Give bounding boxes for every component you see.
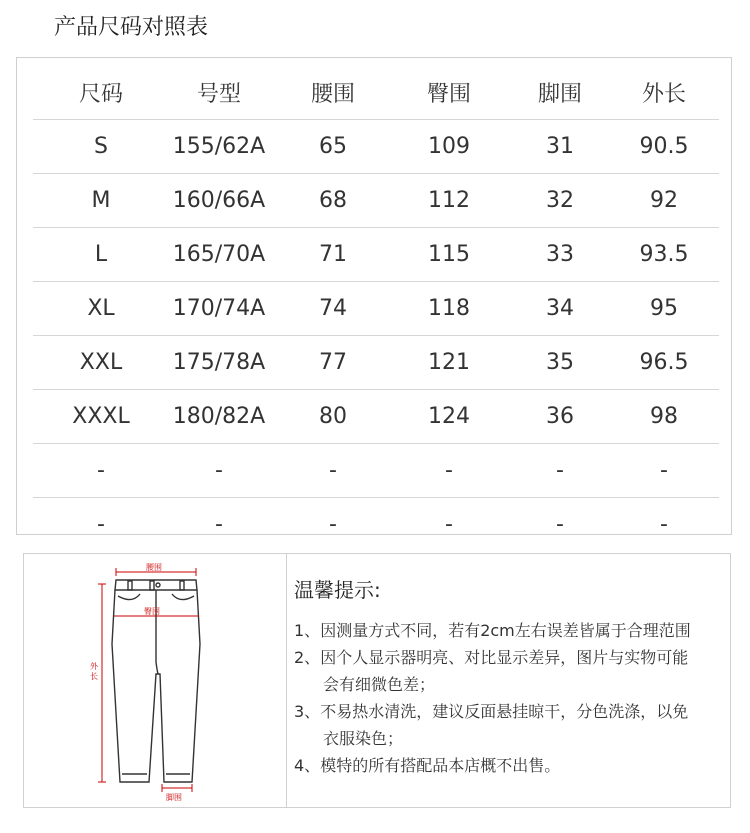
tip-text: 因测量方式不同，若有2cm左右误差皆属于合理范围 — [320, 621, 691, 640]
foot-diagram-label: 脚围 — [166, 793, 182, 802]
cell-hip: - — [445, 458, 453, 483]
cell-waist: 74 — [319, 296, 347, 321]
info-panel — [23, 553, 731, 808]
cell-waist: 77 — [319, 350, 347, 375]
tip-number: 3、 — [294, 702, 321, 721]
cell-model: 180/82A — [172, 404, 266, 429]
cell-length: 98 — [650, 404, 678, 429]
cell-hip: 115 — [428, 242, 470, 267]
table-row — [33, 444, 719, 498]
size-chart-table-container — [16, 57, 732, 535]
cell-size: XXXL — [72, 404, 130, 429]
cell-hip: 109 — [428, 134, 470, 159]
tip-number: 4、 — [294, 756, 321, 775]
cell-waist: - — [329, 458, 337, 483]
cell-foot: - — [556, 512, 564, 537]
cell-length: 96.5 — [639, 350, 689, 375]
cell-length: - — [660, 512, 668, 537]
pants-diagram-panel — [24, 554, 287, 807]
tip-number: 2、 — [294, 648, 321, 667]
size-chart-table — [33, 66, 719, 551]
cell-size: M — [91, 188, 111, 213]
cell-hip: 124 — [428, 404, 470, 429]
header-hip: 臀围 — [426, 82, 471, 107]
cell-foot: 36 — [546, 404, 574, 429]
cell-hip: 112 — [428, 188, 470, 213]
cell-hip: 121 — [428, 350, 470, 375]
header-foot: 脚围 — [537, 82, 582, 107]
tip-text: 因个人显示器明亮、对比显示差异，图片与实物可能 — [320, 648, 689, 667]
cell-model: - — [215, 458, 223, 483]
cell-model: 155/62A — [172, 134, 266, 159]
header-size: 尺码 — [78, 82, 123, 107]
table-row — [33, 282, 719, 336]
cell-hip: 118 — [428, 296, 470, 321]
tip-number: 1、 — [294, 621, 321, 640]
table-row — [33, 120, 719, 174]
cell-size: XXL — [79, 350, 123, 375]
page-title: 产品尺码对照表 — [54, 15, 209, 40]
cell-foot: - — [556, 458, 564, 483]
tip-text-continued: 衣服染色； — [323, 729, 404, 748]
cell-size: - — [97, 458, 105, 483]
cell-foot: 34 — [546, 296, 574, 321]
cell-size: - — [97, 512, 105, 537]
cell-foot: 35 — [546, 350, 574, 375]
cell-length: 90.5 — [639, 134, 689, 159]
cell-model: 160/66A — [172, 188, 266, 213]
waist-diagram-label: 腰围 — [146, 563, 162, 572]
tips-title: 温馨提示: — [294, 578, 381, 602]
cell-model: 165/70A — [172, 242, 266, 267]
cell-model: 175/78A — [172, 350, 266, 375]
cell-length: 93.5 — [639, 242, 689, 267]
cell-length: 95 — [650, 296, 678, 321]
tip-text: 不易热水清洗，建议反面悬挂晾干，分色洗涤，以免 — [320, 702, 689, 721]
pants-diagram — [24, 554, 286, 807]
cell-length: 92 — [650, 188, 678, 213]
cell-model: 170/74A — [172, 296, 266, 321]
table-row — [33, 228, 719, 282]
cell-waist: 71 — [319, 242, 347, 267]
header-waist: 腰围 — [310, 82, 355, 107]
cell-size: S — [94, 134, 108, 159]
length-diagram-label: 外长 — [90, 662, 98, 681]
hip-diagram-label: 臀围 — [144, 607, 160, 616]
cell-waist: 68 — [319, 188, 347, 213]
tip-item-4 — [294, 752, 724, 779]
table-header-row — [33, 66, 719, 120]
tips-section — [294, 574, 724, 779]
cell-waist: 65 — [319, 134, 347, 159]
cell-waist: - — [329, 512, 337, 537]
tip-item-1 — [294, 617, 724, 644]
tip-item-3 — [294, 698, 724, 752]
tip-text: 模特的所有搭配品本店概不出售。 — [320, 756, 561, 775]
cell-waist: 80 — [319, 404, 347, 429]
cell-length: - — [660, 458, 668, 483]
tip-text-continued: 会有细微色差； — [323, 675, 436, 694]
table-row — [33, 174, 719, 228]
cell-size: XL — [87, 296, 115, 321]
cell-hip: - — [445, 512, 453, 537]
table-row — [33, 498, 719, 551]
cell-foot: 31 — [546, 134, 574, 159]
cell-foot: 32 — [546, 188, 574, 213]
table-row — [33, 336, 719, 390]
cell-size: L — [94, 242, 108, 267]
header-model: 号型 — [196, 82, 241, 107]
cell-model: - — [215, 512, 223, 537]
cell-foot: 33 — [546, 242, 574, 267]
table-row — [33, 390, 719, 444]
header-length: 外长 — [641, 82, 686, 107]
tip-item-2 — [294, 644, 724, 698]
